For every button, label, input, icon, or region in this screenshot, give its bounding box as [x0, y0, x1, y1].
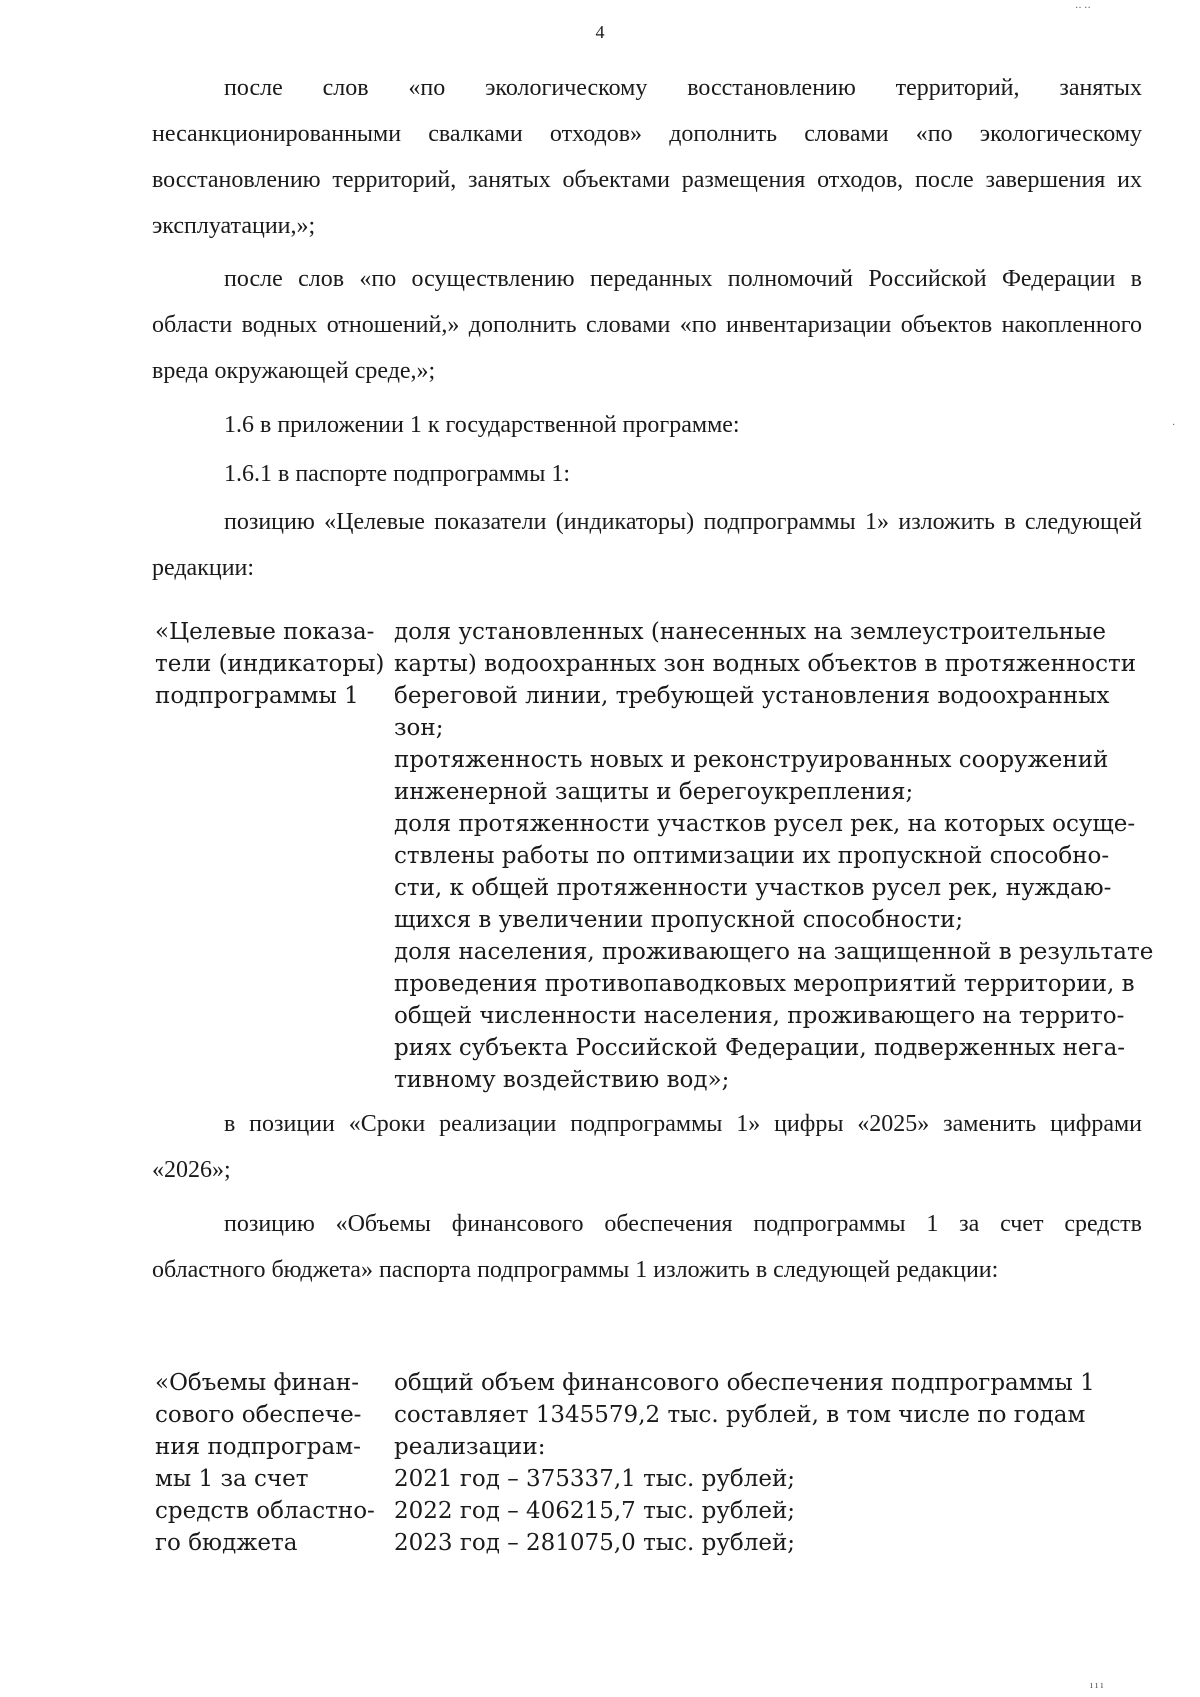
table-cell-line: общей численности населения, проживающего на террито-: [394, 1003, 1125, 1029]
paragraph-item-1-6-1: 1.6.1 в паспорте подпрограммы 1:: [224, 461, 571, 487]
table-cell-line: «Целевые показа-: [155, 619, 375, 645]
table-cell-line: зон;: [394, 715, 444, 741]
table-cell-line: 2021 год – 375337,1 тыс. рублей;: [394, 1466, 796, 1492]
scan-edge-mark: ‥ ‥: [1075, 0, 1091, 11]
finance-content: [394, 1367, 1154, 1559]
paragraph-target-indicators-intro: позицию «Целевые показатели (индикаторы) подпрограммы 1» изложить в следующей редакции:: [152, 509, 1142, 581]
table-cell-line: карты) водоохранных зон водных объектов в протяженности: [394, 651, 1137, 677]
table-cell-line: береговой линии, требующей установления водоохранных: [394, 683, 1110, 709]
table-cell-line: проведения противопаводковых мероприятий территории, в: [394, 971, 1135, 997]
scan-edge-mark: ı ı ı: [1090, 1680, 1104, 1691]
finance-label: [155, 1367, 391, 1559]
table-cell-line: риях субъекта Российской Федерации, подверженных нега-: [394, 1035, 1126, 1061]
paragraph-water-relations-amendment: после слов «по осуществлению переданных полномочий Российской Федерации в области водных отношений,» дополнить словами «по инвентаризации объектов накопленного вреда окружающей среде,»;: [152, 266, 1142, 384]
table-cell-line: доля протяженности участков русел рек, на которых осуще-: [394, 811, 1136, 837]
table-cell-line: ния подпрограм-: [155, 1434, 361, 1460]
table-cell-line: тивному воздействию вод»;: [394, 1067, 730, 1093]
table-cell-line: доля населения, проживающего на защищенной в результате: [394, 939, 1154, 965]
table-cell-line: средств областно-: [155, 1498, 375, 1524]
table-cell-line: общий объем финансового обеспечения подпрограммы 1: [394, 1370, 1095, 1396]
table-cell-line: «Объемы финан-: [155, 1370, 360, 1396]
paragraph-item-1-6: 1.6 в приложении 1 к государственной программе:: [224, 412, 740, 438]
target-indicators-label: [155, 616, 391, 712]
scan-edge-mark: ·: [1172, 420, 1176, 431]
paragraph-terms-amendment: в позиции «Сроки реализации подпрограммы 1» цифры «2025» заменить цифрами «2026»;: [152, 1111, 1142, 1183]
table-cell-line: тели (индикаторы): [155, 651, 385, 677]
table-cell-line: подпрограммы 1: [155, 683, 359, 709]
paragraph-landfill-amendment: после слов «по экологическому восстановлению территорий, занятых несанкционированными свалками отходов» дополнить словами «по экологическому восстановлению территорий, занятых объектами размещения отходов, после завершения их эксплуатации,»;: [152, 75, 1142, 239]
table-cell-line: сти, к общей протяженности участков русел рек, нуждаю-: [394, 875, 1112, 901]
table-cell-line: реализации:: [394, 1434, 546, 1460]
table-cell-line: 2022 год – 406215,7 тыс. рублей;: [394, 1498, 796, 1524]
table-cell-line: сового обеспече-: [155, 1402, 362, 1428]
table-cell-line: 2023 год – 281075,0 тыс. рублей;: [394, 1530, 796, 1556]
table-cell-line: инженерной защиты и берегоукрепления;: [394, 779, 914, 805]
table-cell-line: протяженность новых и реконструированных сооружений: [394, 747, 1109, 773]
page-number: 4: [595, 22, 605, 42]
table-cell-line: доля установленных (нанесенных на землеустроительные: [394, 619, 1106, 645]
table-cell-line: составляет 1345579,2 тыс. рублей, в том числе по годам: [394, 1402, 1086, 1428]
table-cell-line: мы 1 за счет: [155, 1466, 309, 1492]
paragraph-finance-intro: позицию «Объемы финансового обеспечения подпрограммы 1 за счет средств областного бюджета» паспорта подпрограммы 1 изложить в следующей редакции:: [152, 1211, 1142, 1283]
table-cell-line: ствлены работы по оптимизации их пропускной способно-: [394, 843, 1110, 869]
table-cell-line: щихся в увеличении пропускной способности;: [394, 907, 964, 933]
target-indicators-content: [394, 616, 1154, 1096]
table-cell-line: го бюджета: [155, 1530, 298, 1556]
